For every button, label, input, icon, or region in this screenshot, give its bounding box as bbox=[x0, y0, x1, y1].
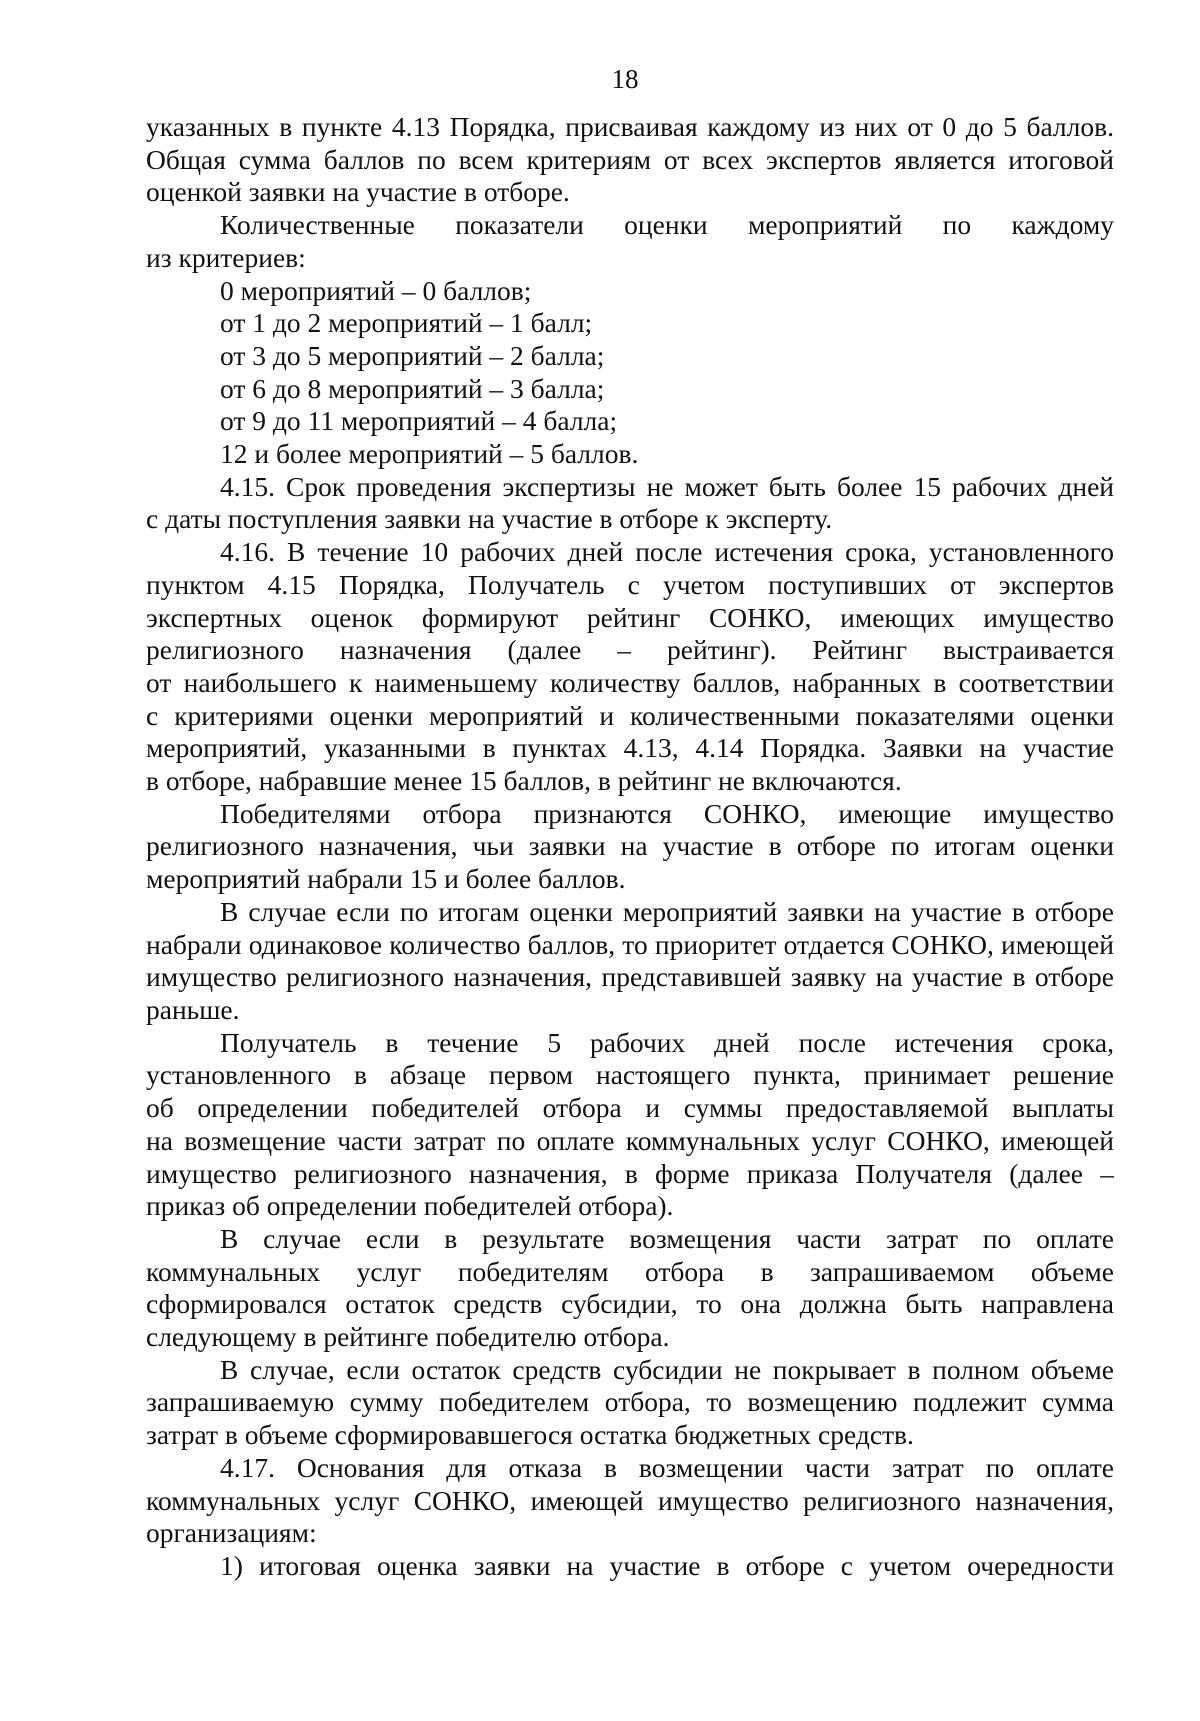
text-line: установленного в абзаце первом настоящего пункта, принимает решение bbox=[146, 1059, 1114, 1091]
text-line: с даты поступления заявки на участие в отборе к эксперту. bbox=[146, 503, 833, 535]
text-line: раньше. bbox=[146, 993, 240, 1025]
text-line: 4.16. В течение 10 рабочих дней после истечения срока, установленного bbox=[220, 536, 1114, 568]
text-line: организациям: bbox=[146, 1517, 317, 1549]
text-line: оценкой заявки на участие в отборе. bbox=[146, 176, 570, 208]
text-line: запрашиваемую сумму победителем отбора, то возмещению подлежит сумма bbox=[146, 1386, 1114, 1418]
text-line: от 1 до 2 мероприятий – 1 балл; bbox=[220, 307, 593, 339]
text-line: В случае если в результате возмещения части затрат по оплате bbox=[220, 1222, 1114, 1254]
text-line: следующему в рейтинге победителю отбора. bbox=[146, 1321, 670, 1353]
text-line: религиозного назначения, чьи заявки на участие в отборе по итогам оценки bbox=[146, 830, 1114, 862]
page-number: 18 bbox=[611, 64, 639, 94]
text-line: Получатель в течение 5 рабочих дней после истечения срока, bbox=[220, 1026, 1114, 1058]
text-line: набрали одинаковое количество баллов, то приоритет отдается СОНКО, имеющей bbox=[146, 928, 1114, 960]
text-line: коммунальных услуг победителям отбора в запрашиваемом объеме bbox=[146, 1255, 1114, 1287]
text-line: 12 и более мероприятий – 5 баллов. bbox=[220, 438, 639, 470]
text-line: сформировался остаток средств субсидии, то она должна быть направлена bbox=[146, 1288, 1114, 1320]
text-line: Количественные показатели оценки мероприятий по каждому bbox=[220, 209, 1114, 241]
text-line: В случае если по итогам оценки мероприятий заявки на участие в отборе bbox=[220, 895, 1114, 927]
text-line: мероприятий, указанными в пунктах 4.13, 4.14 Порядка. Заявки на участие bbox=[146, 732, 1114, 764]
text-line: 0 мероприятий – 0 баллов; bbox=[220, 274, 532, 306]
text-line: коммунальных услуг СОНКО, имеющей имущество религиозного назначения, bbox=[146, 1484, 1114, 1516]
text-line: приказ об определении победителей отбора). bbox=[146, 1190, 674, 1222]
text-line: имущество религиозного назначения, в форме приказа Получателя (далее – bbox=[146, 1157, 1114, 1189]
text-line: из критериев: bbox=[146, 241, 306, 273]
text-line: пунктом 4.15 Порядка, Получатель с учетом поступивших от экспертов bbox=[146, 568, 1114, 600]
text-line: затрат в объеме сформировавшегося остатка бюджетных средств. bbox=[146, 1419, 914, 1451]
text-line: мероприятий набрали 15 и более баллов. bbox=[146, 863, 626, 895]
text-line: с критериями оценки мероприятий и количественными показателями оценки bbox=[146, 699, 1114, 731]
text-line: экспертных оценок формируют рейтинг СОНКО, имеющих имущество bbox=[146, 601, 1114, 633]
text-line: указанных в пункте 4.13 Порядка, присваивая каждому из них от 0 до 5 баллов. bbox=[146, 111, 1114, 142]
text-line: от 3 до 5 мероприятий – 2 балла; bbox=[220, 339, 605, 371]
text-line: религиозного назначения (далее – рейтинг). Рейтинг выстраивается bbox=[146, 634, 1114, 666]
text-line: имущество религиозного назначения, представившей заявку на участие в отборе bbox=[146, 961, 1114, 993]
text-line: от 9 до 11 мероприятий – 4 балла; bbox=[220, 405, 618, 437]
text-line: Победителями отбора признаются СОНКО, имеющие имущество bbox=[220, 797, 1114, 829]
text-line: об определении победителей отбора и суммы предоставляемой выплаты bbox=[146, 1092, 1114, 1124]
text-line: от наибольшего к наименьшему количеству баллов, набранных в соответствии bbox=[146, 666, 1114, 698]
text-line: 4.17. Основания для отказа в возмещении части затрат по оплате bbox=[220, 1451, 1114, 1483]
text-line: В случае, если остаток средств субсидии не покрывает в полном объеме bbox=[220, 1353, 1114, 1385]
text-line: 4.15. Срок проведения экспертизы не может быть более 15 рабочих дней bbox=[220, 470, 1114, 502]
text-line: в отборе, набравшие менее 15 баллов, в рейтинг не включаются. bbox=[146, 765, 902, 797]
text-line: Общая сумма баллов по всем критериям от всех экспертов является итоговой bbox=[146, 143, 1114, 175]
text-line: на возмещение части затрат по оплате коммунальных услуг СОНКО, имеющей bbox=[146, 1124, 1114, 1156]
text-line: от 6 до 8 мероприятий – 3 балла; bbox=[220, 372, 605, 404]
document-body bbox=[146, 111, 1114, 1583]
text-line: 1) итоговая оценка заявки на участие в отборе с учетом очередности bbox=[220, 1549, 1114, 1581]
